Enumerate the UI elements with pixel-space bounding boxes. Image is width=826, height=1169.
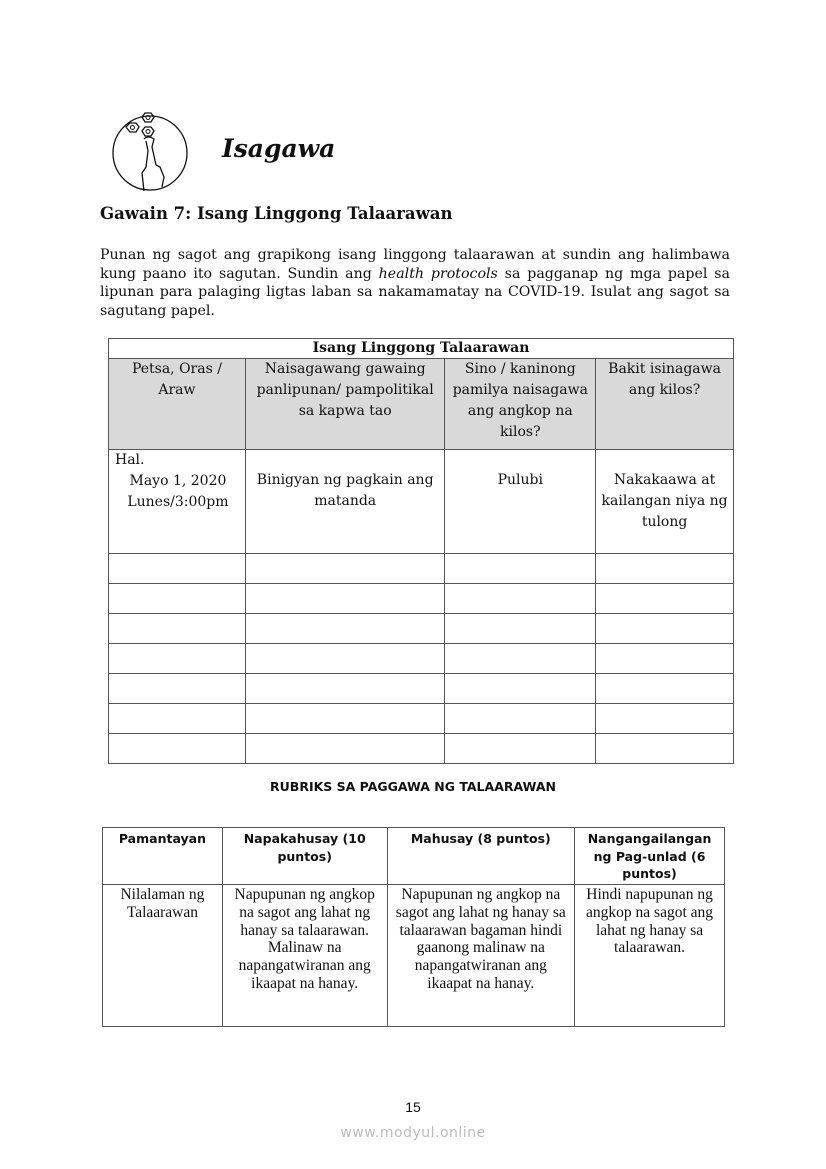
column-header: Naisagawang gawaing panlipunan/ pampolitikal sa kapwa tao: [245, 359, 445, 450]
rubric-cell: Nilalaman ng Talaarawan: [103, 885, 223, 1027]
page-number: 15: [405, 1099, 421, 1115]
rubric-header: Pamantayan: [103, 828, 223, 885]
column-header: Sino / kaninong pamilya naisagawa ang angkop na kilos?: [445, 359, 596, 450]
column-header: Petsa, Oras / Araw: [109, 359, 246, 450]
rubric-cell: Napupunan ng angkop na sagot ang lahat ng hanay sa talaarawan. Malinaw na napangatwiranan ang ikaapat na hanay.: [222, 885, 387, 1027]
empty-row[interactable]: [109, 674, 734, 704]
table-title: Isang Linggong Talaarawan: [109, 339, 734, 359]
instructions: [100, 246, 730, 320]
rubric-table: [102, 827, 725, 1027]
example-why: Nakakaawa at kailangan niya ng tulong: [596, 450, 734, 554]
example-label: Hal.: [115, 452, 145, 468]
section-title: Isagawa: [222, 134, 336, 163]
empty-row[interactable]: [109, 704, 734, 734]
empty-row[interactable]: [109, 554, 734, 584]
instructions-text: Punan ng sagot ang grapikong isang linggong talaarawan at sundin ang halimbawa kung paano ito sagutan. Sundin ang: [100, 247, 730, 282]
empty-row[interactable]: [109, 614, 734, 644]
rubric-header: Napakahusay (10 puntos): [222, 828, 387, 885]
empty-row[interactable]: [109, 734, 734, 764]
empty-row[interactable]: [109, 644, 734, 674]
instructions-italic: health protocols: [378, 265, 498, 282]
example-date: Mayo 1, 2020 Lunes/3:00pm: [127, 473, 229, 510]
rubric-row: [103, 885, 725, 1027]
instructions-text: sa pagganap ng mga papel sa lipunan para palaging ligtas laban sa nakamamatay na COVID-19. Isulat ang sagot sa sagutang papel.: [100, 265, 730, 319]
rubric-cell: Napupunan ng angkop na sagot ang lahat ng hanay sa talaarawan bagaman hindi gaanong malinaw na napangatwiranan ang ikaapat na hanay.: [387, 885, 575, 1027]
example-who: Pulubi: [445, 450, 596, 554]
rubric-header: Nangangailangan ng Pag-unlad (6 puntos): [575, 828, 725, 885]
watermark: www.modyul.online: [340, 1125, 486, 1141]
rubric-header: Mahusay (8 puntos): [387, 828, 575, 885]
empty-row[interactable]: [109, 584, 734, 614]
activity-title: Gawain 7: Isang Linggong Talaarawan: [100, 204, 453, 223]
example-row: [109, 450, 734, 554]
journal-table: [108, 338, 734, 764]
example-action: Binigyan ng pagkain ang matanda: [245, 450, 445, 554]
column-header: Bakit isinagawa ang kilos?: [596, 359, 734, 450]
rubric-title: RUBRIKS SA PAGGAWA NG TALAARAWAN: [270, 779, 556, 794]
rubric-cell: Hindi napupunan ng angkop na sagot ang lahat ng hanay sa talaarawan.: [575, 885, 725, 1027]
hand-wrench-icon: [112, 107, 190, 195]
